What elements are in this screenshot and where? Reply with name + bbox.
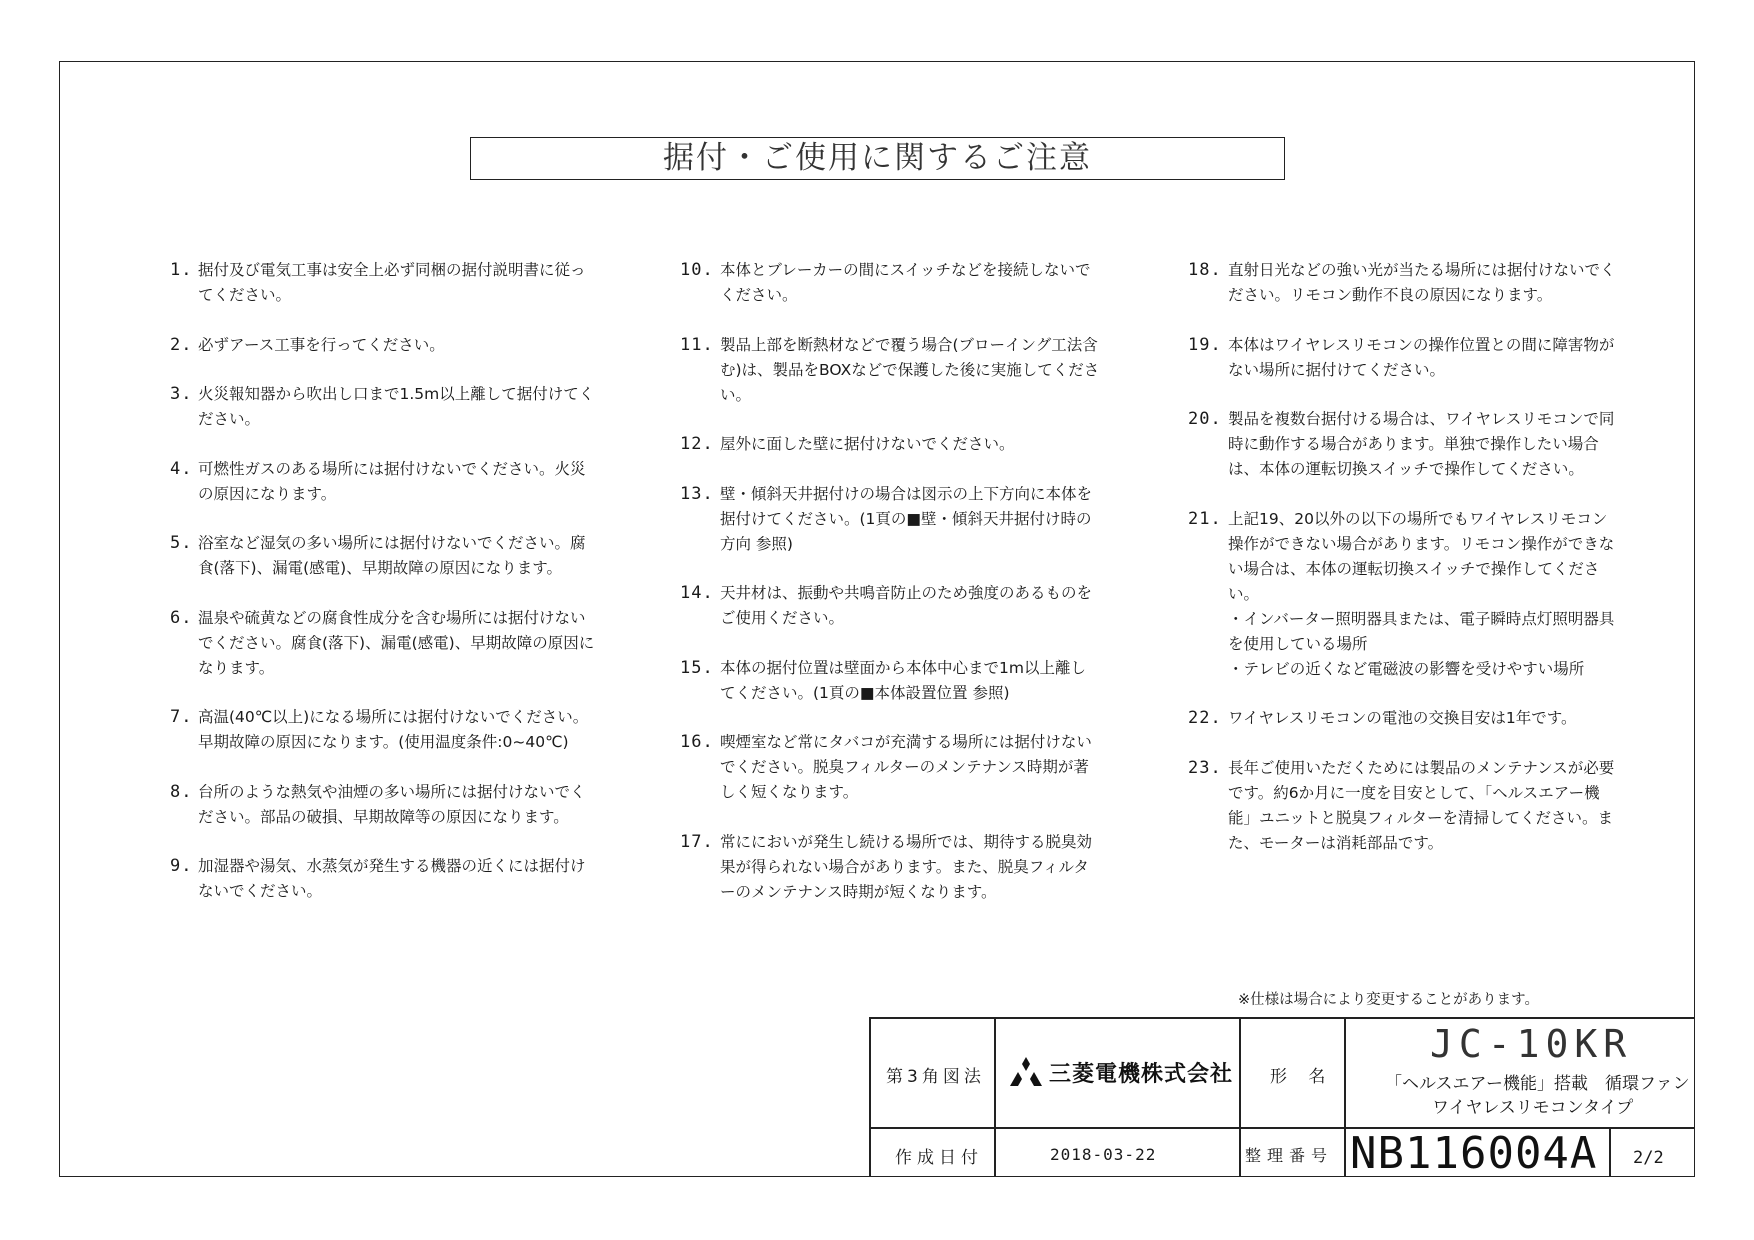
serial-label: 整理番号: [1245, 1146, 1334, 1165]
note-text: 火災報知器から吹出し口まで1.5m以上離して据付けてください。: [198, 385, 595, 428]
creation-date: 2018-03-22: [1050, 1145, 1157, 1164]
notes-column-3: [1188, 258, 1618, 880]
company-logo: [1009, 1055, 1233, 1089]
note-number: 21.: [1188, 508, 1222, 529]
note-item: [170, 382, 600, 432]
note-item: [1188, 756, 1618, 856]
model-description-2: ワイヤレスリモコンタイプ: [1432, 1098, 1634, 1118]
note-sub-item: ・テレビの近くなど電磁波の影響を受けやすい場所: [1228, 659, 1585, 678]
note-text: 高温(40℃以上)になる場所には据付けないでください。早期故障の原因になります。(使用温度条件:0~40℃): [198, 708, 589, 751]
projection-method: 第3角図法: [886, 1067, 985, 1087]
note-item: [1188, 407, 1618, 482]
note-text: 長年ご使用いただくためには製品のメンテナンスが必要です。約6か月に一度を目安として、「ヘルスエアー機能」ユニットと脱臭フィルターを清掃してください。また、モーターは消耗部品です。: [1228, 758, 1615, 852]
three-diamonds-icon: [1009, 1057, 1043, 1087]
note-number: 13.: [680, 483, 714, 504]
note-text: 製品上部を断熱材などで覆う場合(ブローイング工法含む)は、製品をBOXなどで保護した後に実施してください。: [720, 335, 1100, 404]
note-item: [1188, 706, 1618, 731]
serial-number: NB116004A: [1350, 1128, 1598, 1179]
note-item: [170, 531, 600, 581]
note-text: ワイヤレスリモコンの電池の交換目安は1年です。: [1228, 709, 1577, 727]
note-number: 17.: [680, 831, 714, 852]
note-number: 3.: [170, 384, 193, 404]
note-text: 可燃性ガスのある場所には据付けないでください。火災の原因になります。: [198, 459, 586, 503]
note-item: [680, 258, 1100, 308]
note-number: 9.: [170, 856, 193, 876]
notes-column-2: [680, 258, 1100, 929]
note-item: [680, 730, 1100, 805]
note-text: 必ずアース工事を行ってください。: [198, 335, 445, 354]
note-item: [1188, 507, 1618, 682]
note-item: [680, 830, 1100, 905]
spec-change-note: ※仕様は場合により変更することがあります。: [1238, 992, 1539, 1008]
note-item: [170, 705, 600, 755]
model-label: 形 名: [1270, 1067, 1334, 1087]
note-number: 11.: [680, 334, 714, 355]
note-number: 1.: [170, 260, 193, 280]
note-number: 7.: [170, 707, 193, 727]
page-title: 据付・ご使用に関するご注意: [470, 137, 1285, 180]
note-text: 台所のような熱気や油煙の多い場所には据付けないでください。部品の破損、早期故障等の原因になります。: [198, 782, 586, 826]
note-number: 15.: [680, 657, 714, 678]
note-text: 屋外に面した壁に据付けないでください。: [720, 435, 1015, 453]
note-text: 上記19、20以外の以下の場所でもワイヤレスリモコン操作ができない場合があります。リモコン操作ができない場合は、本体の運転切換スイッチで操作してください。: [1228, 509, 1615, 603]
note-number: 6.: [170, 607, 193, 628]
note-number: 14.: [680, 583, 714, 603]
note-text: 直射日光などの強い光が当たる場所には据付けないでください。リモコン動作不良の原因になります。: [1228, 261, 1616, 304]
note-number: 20.: [1188, 409, 1222, 429]
note-number: 5.: [170, 533, 193, 553]
page-number: 2/2: [1633, 1148, 1664, 1168]
note-number: 8.: [170, 781, 193, 802]
note-item: [680, 432, 1100, 457]
note-item: [680, 482, 1100, 557]
note-number: 22.: [1188, 708, 1222, 728]
model-description-1: 「ヘルスエアー機能」搭載 循環ファン: [1385, 1074, 1690, 1094]
note-number: 10.: [680, 260, 714, 280]
note-item: [680, 333, 1100, 408]
note-sub-item: ・インバーター照明器具または、電子瞬時点灯照明器具を使用している場所: [1228, 609, 1615, 653]
note-item: [170, 606, 600, 681]
note-text: 製品を複数台据付ける場合は、ワイヤレスリモコンで同時に動作する場合があります。単独で操作したい場合は、本体の運転切換スイッチで操作してください。: [1228, 410, 1615, 478]
note-item: [170, 333, 600, 358]
note-item: [170, 457, 600, 507]
note-text: 据付及び電気工事は安全上必ず同梱の据付説明書に従ってください。: [198, 261, 586, 304]
company-name: 三菱電機株式会社: [1049, 1061, 1234, 1087]
note-text: 天井材は、振動や共鳴音防止のため強度のあるものをご使用ください。: [720, 584, 1093, 627]
note-number: 16.: [680, 732, 714, 752]
note-text: 喫煙室など常にタバコが充満する場所には据付けないでください。脱臭フィルターのメンテナンス時期が著しく短くなります。: [720, 733, 1092, 801]
date-label: 作成日付: [895, 1148, 983, 1168]
note-item: [1188, 258, 1618, 308]
note-text: 本体とブレーカーの間にスイッチなどを接続しないでください。: [720, 261, 1091, 304]
note-text: 本体の据付位置は壁面から本体中心まで1m以上離してください。(1頁の■本体設置位置 参照): [720, 658, 1086, 702]
note-number: 19.: [1188, 334, 1222, 355]
note-text: 常ににおいが発生し続ける場所では、期待する脱臭効果が得られない場合があります。また、脱臭フィルターのメンテナンス時期が短くなります。: [720, 832, 1093, 901]
note-item: [170, 258, 600, 308]
note-text: 浴室など湿気の多い場所には据付けないでください。腐食(落下)、漏電(感電)、早期故障の原因になります。: [198, 534, 586, 577]
note-text: 加湿器や湯気、水蒸気が発生する機器の近くには据付けないでください。: [198, 857, 586, 900]
note-number: 2.: [170, 334, 193, 355]
notes-column-1: [170, 258, 600, 929]
note-item: [1188, 333, 1618, 383]
note-item: [680, 656, 1100, 706]
note-text: 温泉や硫黄などの腐食性成分を含む場所には据付けないでください。腐食(落下)、漏電(感電)、早期故障の原因になります。: [198, 608, 595, 677]
note-item: [680, 581, 1100, 631]
note-item: [170, 854, 600, 904]
note-text: 本体はワイヤレスリモコンの操作位置との間に障害物がない場所に据付けてください。: [1228, 335, 1615, 379]
note-number: 12.: [680, 434, 714, 454]
note-number: 23.: [1188, 757, 1222, 778]
note-item: [170, 780, 600, 830]
note-text: 壁・傾斜天井据付けの場合は図示の上下方向に本体を据付けてください。(1頁の■壁・傾斜天井据付け時の方向 参照): [720, 484, 1093, 553]
model-number: JC-10KR: [1430, 1022, 1633, 1066]
note-number: 4.: [170, 458, 193, 479]
note-number: 18.: [1188, 260, 1222, 280]
